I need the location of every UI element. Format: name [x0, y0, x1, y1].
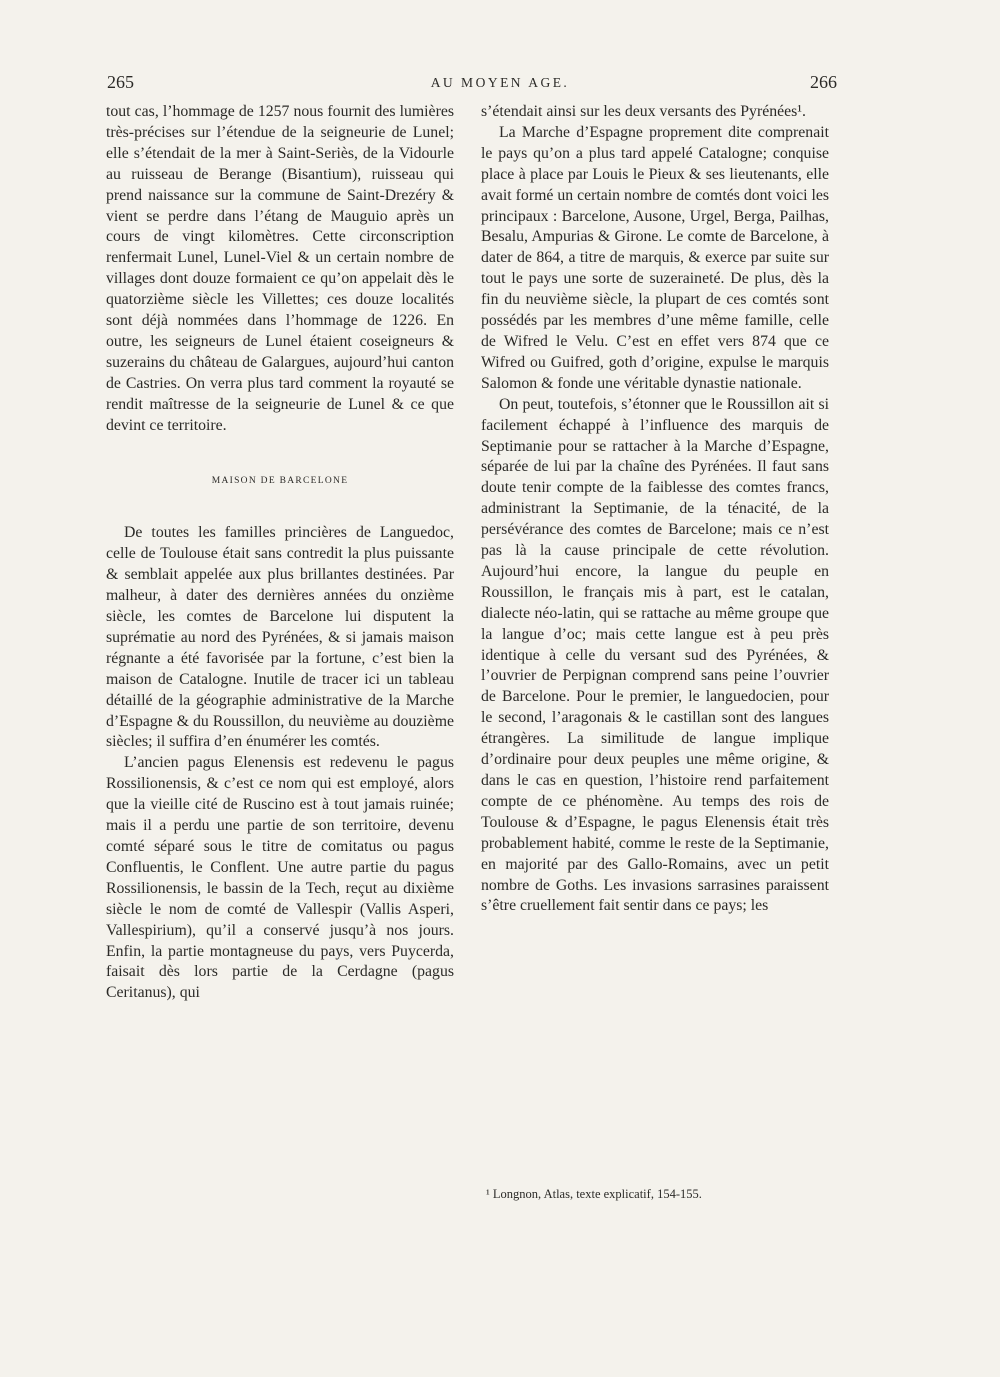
paragraph: L’ancien pagus Elenensis est redevenu le pagus Rossilionensis, & c’est ce nom qui est employé, alors que la vieille cité de Ruscino est à tout jamais ruinée; mais il a perdu une partie de son territoire, devenu comté séparé sous le titre de comitatus ou pagus Confluentis, le Conflent. Une autre partie du pagus Rossilionensis, le bassin de la Tech, reçut au dixième siècle le nom de comté de Vallespir (Vallis Asperi, Vallespirium), qu’il a conservé jusqu’à nos jours. Enfin, la partie montagneuse du pays, vers Puycerda, faisait dès lors partie de la Cerdagne (pagus Ceritanus), qui: [106, 754, 454, 1002]
running-title: AU MOYEN AGE.: [430, 75, 570, 90]
paragraph: La Marche d’Espagne proprement dite comprenait le pays qu’on a plus tard appelé Catalogne; conquise place à place par Louis le Pieux & ses lieutenants, elle avait formé un certain nombre de comtés dont voici les principaux : Barcelone, Ausone, Urgel, Berga, Pailhas, Besalu, Ampurias & Girone. Le comte de Barcelone, à dater de 864, a titre de marquis, & exerce par suite sur tout le pays une sorte de suzeraineté. De plus, dès la fin du neuvième siècle, la plupart de ces comtés sont possédés par les membres d’une même famille, celle de Wifred le Velu. C’est en effet vers 874 que ce Wifred ou Guifred, goth d’origine, expulse le marquis Salomon & fonde une véritable dynastie nationale.: [481, 123, 829, 392]
right-column: [481, 102, 829, 917]
left-column: [106, 102, 454, 1004]
page-header: [0, 72, 1000, 96]
paragraph: s’étendait ainsi sur les deux versants des Pyrénées¹.: [481, 103, 806, 120]
section-heading: MAISON DE BARCELONE: [211, 475, 349, 486]
paragraph: De toutes les familles princières de Languedoc, celle de Toulouse était sans contredit la plus puissante & semblait appelée aux plus brillantes destinées. Par malheur, à dater des dernières années du onzième siècle, les comtes de Barcelone lui disputent la suprématie au nord des Pyrénées, & si jamais maison régnante a été favorisée par la fortune, c’est bien la maison de Catalogne. Inutile de tracer ici un tableau détaillé de la géographie administrative de la Marche d’Espagne & du Roussillon, du neuvième au douzième siècles; il suffira d’en énumérer les comtés.: [106, 524, 454, 751]
paragraph: On peut, toutefois, s’étonner que le Roussillon ait si facilement échappé à l’influence des marquis de Septimanie pour se rattacher à la Marche d’Espagne, séparée de lui par la chaîne des Pyrénées. Il faut sans doute tenir compte de la faiblesse des comtes francs, administrant la Septimanie, de la ténacité, de la persévérance des comtes de Barcelone; mais ce n’est pas là la cause principale de cette révolution. Aujourd’hui encore, la langue du peuple en Roussillon, le français mis à part, est le catalan, dialecte néo-latin, qui se rattache au même groupe que la langue d’oc; mais cette langue est à peu près identique à celle du versant sud des Pyrénées, & l’ouvrier de Perpignan comprend sans peine l’ouvrier de Barcelone. Pour le premier, le languedocien, pour le second, l’aragonais & le castillan sont des langues étrangères. La similitude de langue implique d’ordinaire pour deux peuples une même origine, & dans le cas en question, l’histoire rend parfaitement compte de ce phénomène. Au temps des rois de Toulouse & d’Espagne, le pagus Elenensis était très probablement habité, comme le reste de la Septimanie, en majorité par des Gallo-Romains, avec un petit nombre de Goths. Les invasions sarrasines paraissent s’être cruellement fait sentir dans ce pays; les: [481, 395, 829, 915]
footnote: ¹ Longnon, Atlas, texte explicatif, 154-155.: [486, 1187, 702, 1201]
page-number-left: 265: [107, 72, 134, 92]
paragraph: tout cas, l’hommage de 1257 nous fournit des lumières très-précises sur l’étendue de la seigneurie de Lunel; elle s’étendait de la mer à Saint-Seriès, de la Vidourle au ruisseau de Berange (Bisantium), ruisseau qui prend naissance sur la commune de Saint-Drezéry & vient se perdre dans l’étang de Mauguio après un cours de vingt kilomètres. Cette circonscription renfermait Lunel, Lunel-Viel & un certain nombre de villages dont douze formaient ce qu’on appelait dès le quatorzième siècle les Villettes; ces douze localités sont déjà nommées dans l’hommage de 1226. En outre, les seigneurs de Lunel étaient coseigneurs & suzerains du château de Galargues, aujourd’hui canton de Castries. On verra plus tard comment la royauté se rendit maîtresse de la seigneurie de Lunel & ce que devint ce territoire.: [106, 103, 454, 434]
page-number-right: 266: [810, 72, 837, 92]
